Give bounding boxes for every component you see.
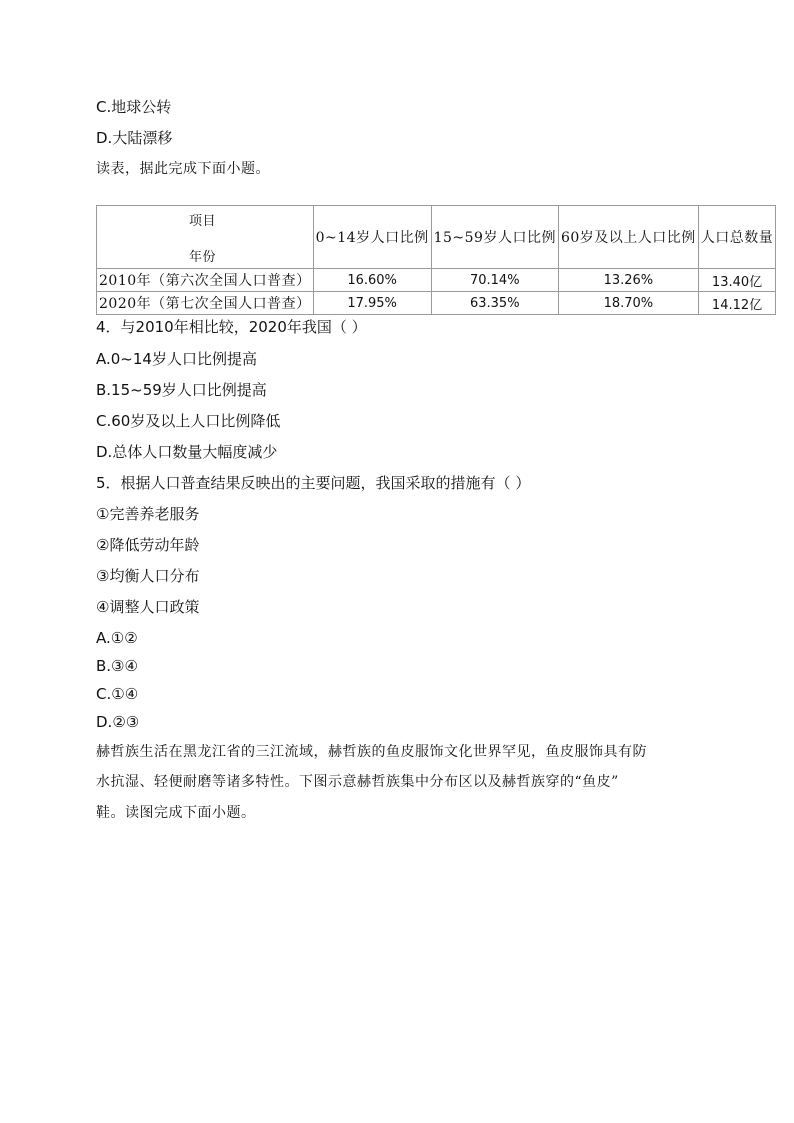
- table-header-row: [97, 206, 776, 269]
- column-header-60-plus: 60岁及以上人口比例: [558, 206, 698, 269]
- prev-option-c: C.地球公转: [96, 98, 172, 116]
- table-corner-cell: [97, 206, 314, 269]
- question-5-statement-2: ②降低劳动年龄: [96, 536, 200, 554]
- question-5-option-b: B.③④: [96, 657, 138, 675]
- passage-line-3: 鞋。读图完成下面小题。: [96, 805, 256, 821]
- question-5-statement-3: ③均衡人口分布: [96, 567, 200, 585]
- cell-2020-15-59: 63.35%: [431, 292, 558, 315]
- cell-2010-total: 13.40亿: [698, 269, 776, 292]
- question-4-option-a: A.0~14岁人口比例提高: [96, 350, 257, 368]
- cell-2010-0-14: 16.60%: [313, 269, 431, 292]
- question-4-option-c: C.60岁及以上人口比例降低: [96, 412, 281, 430]
- row-label-2010: 2010年（第六次全国人口普查）: [97, 269, 314, 292]
- cell-2010-15-59: 70.14%: [431, 269, 558, 292]
- cell-2020-0-14: 17.95%: [313, 292, 431, 315]
- question-5-statement-1: ①完善养老服务: [96, 505, 200, 523]
- row-label-2020: 2020年（第七次全国人口普查）: [97, 292, 314, 315]
- column-header-0-14: 0~14岁人口比例: [313, 206, 431, 269]
- corner-label-item: 项目: [189, 214, 217, 229]
- passage-line-2: 水抗湿、轻便耐磨等诸多特性。下图示意赫哲族集中分布区以及赫哲族穿的“鱼皮”: [96, 774, 619, 790]
- question-4-option-b: B.15~59岁人口比例提高: [96, 381, 267, 399]
- passage-line-1: 赫哲族生活在黑龙江省的三江流域，赫哲族的鱼皮服饰文化世界罕见，鱼皮服饰具有防: [96, 744, 647, 760]
- question-4-stem: 4．与2010年相比较，2020年我国（ ）: [96, 318, 367, 336]
- column-header-15-59: 15~59岁人口比例: [431, 206, 558, 269]
- question-5-statement-4: ④调整人口政策: [96, 598, 200, 616]
- question-5-option-a: A.①②: [96, 629, 138, 647]
- cell-2020-total: 14.12亿: [698, 292, 776, 315]
- corner-label-year: 年份: [189, 250, 217, 265]
- column-header-total: 人口总数量: [698, 206, 776, 269]
- prev-option-d: D.大陆漂移: [96, 129, 173, 147]
- question-4-option-d: D.总体人口数量大幅度减少: [96, 443, 278, 461]
- question-5-option-c: C.①④: [96, 685, 139, 703]
- table-row-2010: [97, 269, 776, 292]
- question-5-option-d: D.②③: [96, 713, 140, 731]
- question-5-stem: 5．根据人口普查结果反映出的主要问题，我国采取的措施有（ ）: [96, 474, 531, 492]
- table-intro: 读表，据此完成下面小题。: [96, 161, 270, 177]
- table-row-2020: [97, 292, 776, 315]
- cell-2010-60-plus: 13.26%: [558, 269, 698, 292]
- cell-2020-60-plus: 18.70%: [558, 292, 698, 315]
- population-census-table: [96, 205, 776, 315]
